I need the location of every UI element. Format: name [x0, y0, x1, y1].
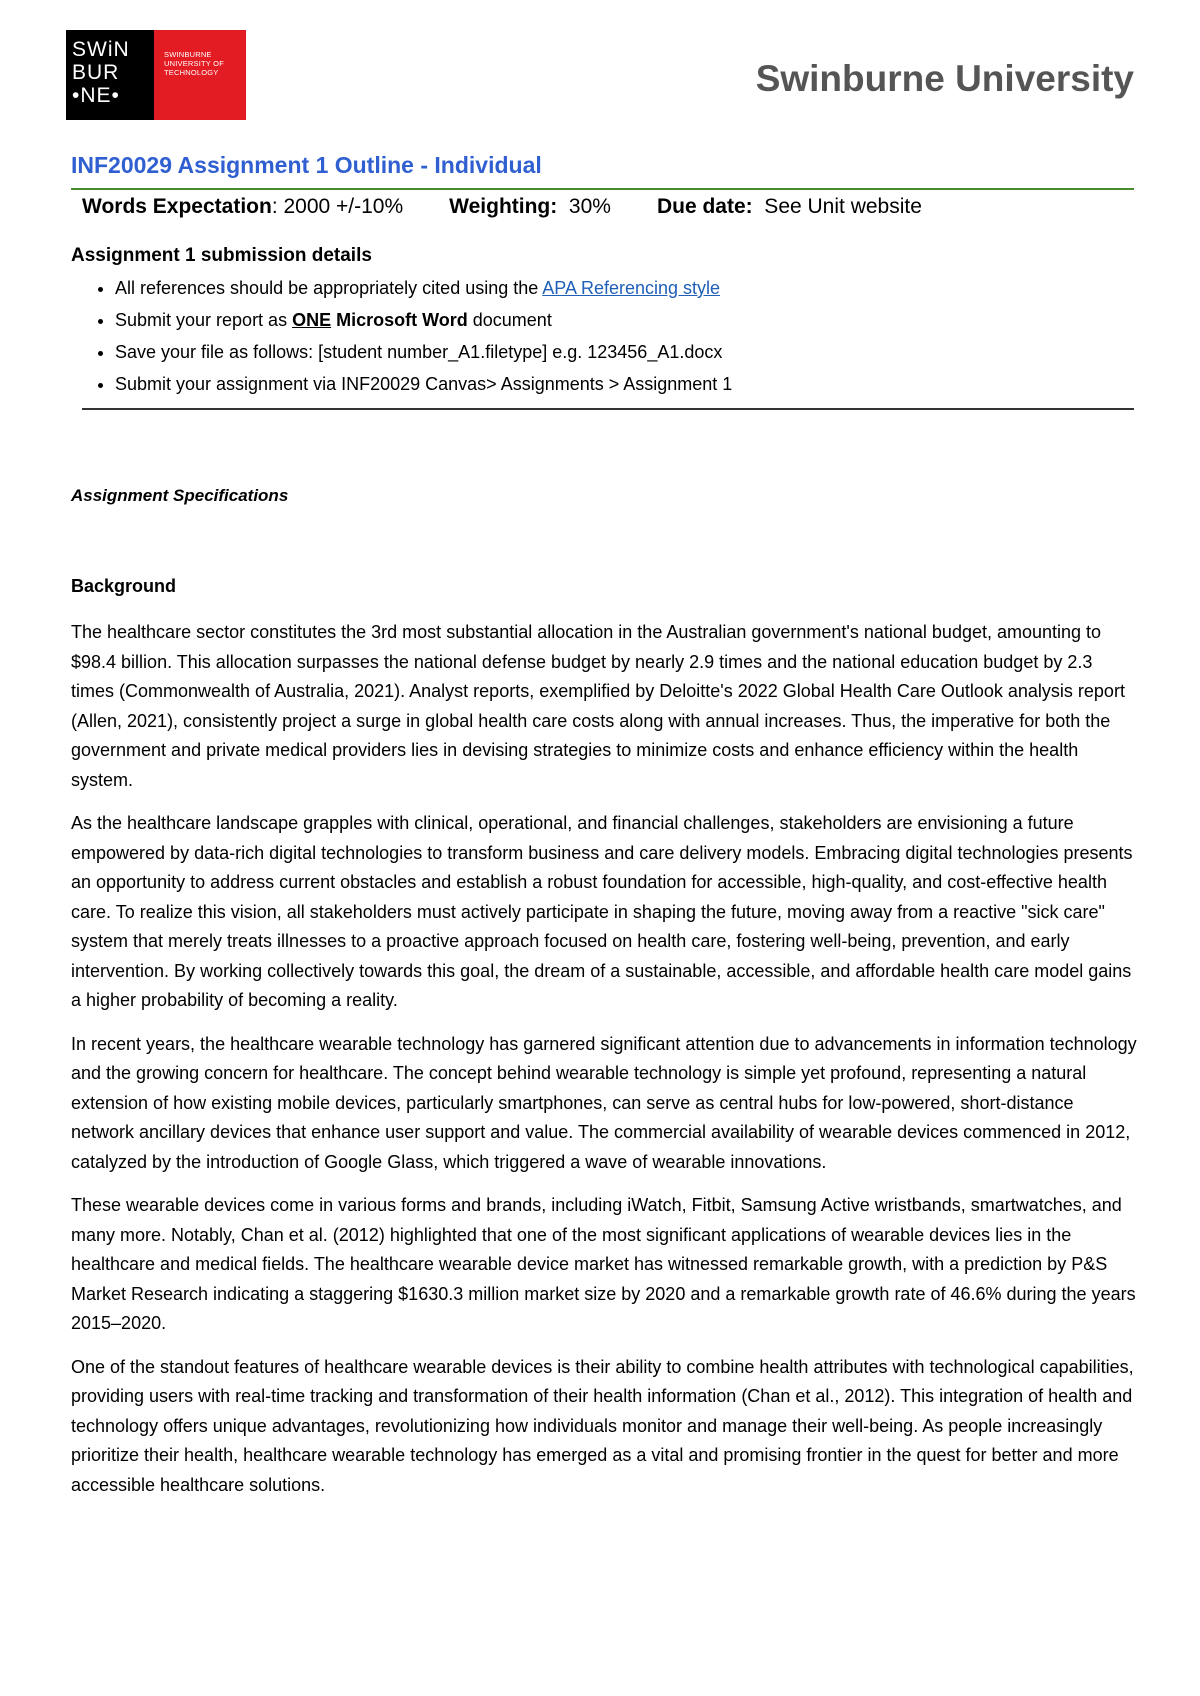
list-item: • Submit your assignment via INF20029 Canvas> Assignments > Assignment 1: [115, 368, 1115, 400]
list-item: • All references should be appropriately cited using the APA Referencing style: [115, 272, 1115, 304]
weighting: Weighting: 30%: [449, 195, 611, 218]
logo-text: SWINBURNE UNIVERSITY OF TECHNOLOGY: [164, 50, 224, 77]
swinburne-logo: [66, 30, 246, 120]
logo-mark: SWiN BUR •NE•: [66, 30, 154, 120]
title-divider: [71, 188, 1134, 190]
apa-referencing-link[interactable]: APA Referencing style: [542, 278, 721, 298]
background-body: [71, 618, 1139, 1514]
background-heading: Background: [71, 576, 177, 596]
list-item: • Submit your report as ONE Microsoft Word document: [115, 304, 1115, 336]
paragraph: These wearable devices come in various forms and brands, including iWatch, Fitbit, Samsung Active wristbands, smartwatches, and many more. Notably, Chan et al. (2012) highlighted that one of the most significant applications of wearable devices lies in the healthcare and medical fields. The healthcare wearable device market has witnessed remarkable growth, with a prediction by P&S Market Research indicating a staggering $1630.3 million market size by 2020 and a remarkable growth rate of 46.6% during the years 2015–2020.: [71, 1195, 1136, 1333]
paragraph: One of the standout features of healthcare wearable devices is their ability to combine health attributes with technological capabilities, providing users with real-time tracking and transformation of their health information (Chan et al., 2012). This integration of health and technology offers unique advantages, revolutionizing how individuals monitor and manage their well-being. As people increasingly prioritize their health, healthcare wearable technology has emerged as a vital and promising frontier in the quest for better and more accessible healthcare solutions.: [71, 1356, 1134, 1495]
paragraph: In recent years, the healthcare wearable technology has garnered significant attention due to advancements in information technology and the growing concern for healthcare. The concept behind wearable technology is simple yet profound, representing a natural extension of how existing mobile devices, particularly smartphones, can serve as central hubs for low-powered, short-distance network ancillary devices that enhance user support and value. The commercial availability of wearable devices commenced in 2012, catalyzed by the introduction of Google Glass, which triggered a wave of wearable innovations.: [71, 1033, 1137, 1172]
submission-heading: Assignment 1 submission details: [71, 245, 372, 266]
words-expectation: Words Expectation: 2000 +/-10%: [82, 195, 404, 218]
specifications-heading: Assignment Specifications: [71, 486, 289, 505]
submission-list: [71, 272, 1115, 400]
assignment-meta: [82, 195, 968, 219]
paragraph: As the healthcare landscape grapples with clinical, operational, and financial challenges, stakeholders are envisioning a future empowered by data-rich digital technologies to transform business and care delivery models. Embracing digital technologies presents an opportunity to address current obstacles and establish a robust foundation for accessible, high-quality, and cost-effective health care. To realize this vision, all stakeholders must actively participate in shaping the future, moving away from a reactive "sick care" system that merely treats illnesses to a proactive approach focused on health care, fostering well-being, prevention, and early intervention. By working collectively towards this goal, the dream of a sustainable, accessible, and affordable health care model gains a higher probability of becoming a reality.: [71, 813, 1133, 1010]
university-title: Swinburne University: [755, 58, 1134, 99]
submission-divider: [82, 408, 1134, 410]
document-title: INF20029 Assignment 1 Outline - Individual: [71, 152, 542, 178]
paragraph: The healthcare sector constitutes the 3rd most substantial allocation in the Australian government's national budget, amounting to $98.4 billion. This allocation surpasses the national defense budget by nearly 2.9 times and the national education budget by 2.3 times (Commonwealth of Australia, 2021). Analyst reports, exemplified by Deloitte's 2022 Global Health Care Outlook analysis report (Allen, 2021), consistently project a surge in global health care costs along with annual increases. Thus, the imperative for both the government and private medical providers lies in devising strategies to minimize costs and enhance efficiency within the health system.: [71, 622, 1125, 790]
list-item: • Save your file as follows: [student number_A1.filetype] e.g. 123456_A1.docx: [115, 336, 1115, 368]
due-date: Due date: See Unit website: [656, 195, 922, 218]
